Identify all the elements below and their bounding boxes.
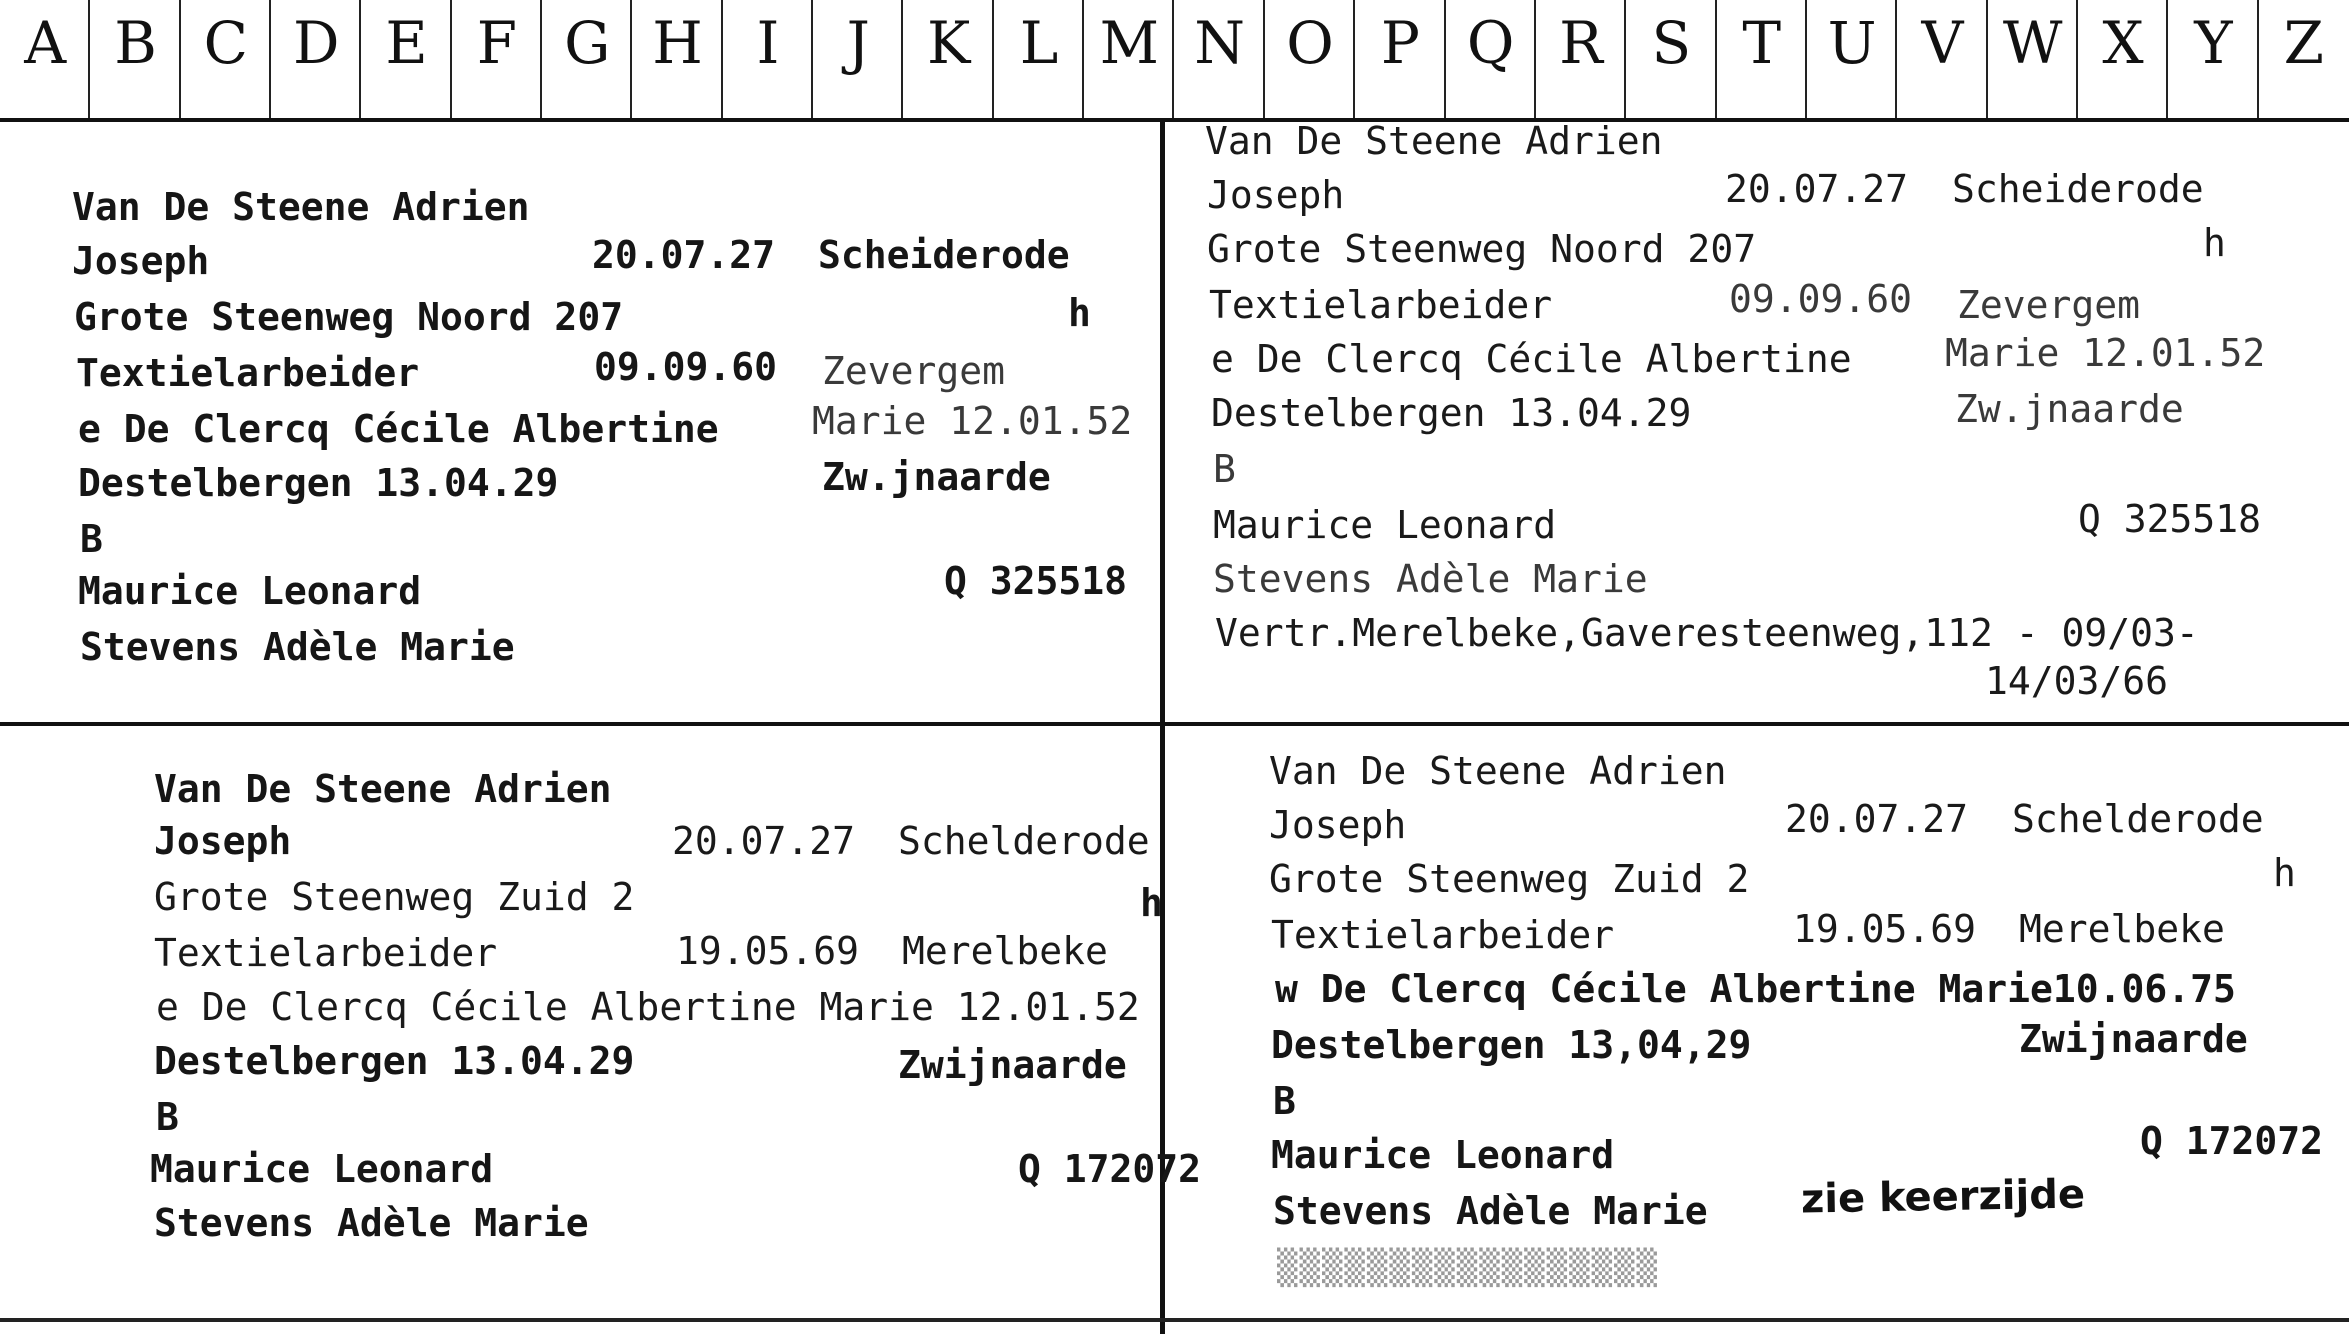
alphabet-tab-m: M — [1084, 0, 1174, 118]
alphabet-tab-z: Z — [2283, 9, 2324, 77]
card-birth-place: Schelderode — [898, 819, 1150, 863]
card-bottom-left — [0, 726, 1202, 1318]
alphabet-tab-s: S — [1626, 0, 1716, 118]
alphabet-tab-w: W — [1988, 0, 2078, 118]
card-top-left — [0, 120, 1160, 722]
card-mother: Stevens Adèle Marie — [1273, 1189, 1708, 1233]
alphabet-tab-q: Q — [1446, 0, 1536, 118]
card-registry-code: Q 325518 — [2078, 497, 2262, 541]
alphabet-tab-h: H — [632, 0, 722, 118]
card-address: Grote Steenweg Zuid 2 — [1269, 857, 1750, 901]
alphabet-tab-t: T — [1717, 0, 1807, 118]
alphabet-tab-g: G — [542, 0, 632, 118]
card-residence-place: Merelbeke — [2019, 907, 2225, 951]
card-marriage-place: Zwijnaarde — [898, 1043, 1127, 1087]
card-flag: h — [2273, 851, 2296, 895]
card-residence-date: 09.09.60 — [1729, 277, 1913, 321]
card-father: Maurice Leonard — [1213, 503, 1557, 547]
card-nationality: B — [1273, 1079, 1296, 1123]
card-mother: Stevens Adèle Marie — [80, 625, 515, 669]
card-residence-date: 19.05.69 — [676, 929, 860, 973]
card-residence-date: 19.05.69 — [1793, 907, 1977, 951]
card-occupation: Textielarbeider — [154, 931, 498, 975]
card-spouse: e De Clercq Cécile Albertine — [1211, 337, 1852, 381]
card-nationality: B — [1213, 447, 1236, 491]
card-registry-code: Q 172072 — [2140, 1119, 2324, 1163]
alphabet-index-strip — [0, 0, 2349, 122]
card-residence-place: Zevergem — [822, 349, 1006, 393]
card-spouse-origin: Destelbergen 13.04.29 — [1211, 391, 1692, 435]
card-father: Maurice Leonard — [1271, 1133, 1615, 1177]
alphabet-tab-n: N — [1174, 0, 1264, 118]
card-bottom-right — [1165, 726, 2349, 1318]
card-given-name: Joseph — [72, 239, 210, 283]
alphabet-tab-l: L — [994, 0, 1084, 118]
card-spouse-origin: Destelbergen 13.04.29 — [154, 1039, 635, 1083]
alphabet-tab-o: O — [1265, 0, 1355, 118]
alphabet-tab-x: X — [2078, 0, 2168, 118]
card-birth-date: 20.07.27 — [1785, 797, 1969, 841]
card-birth-date: 20.07.27 — [672, 819, 856, 863]
card-birth-place: Scheiderode — [818, 233, 1070, 277]
alphabet-tab-i: I — [723, 0, 813, 118]
card-flag: h — [2203, 221, 2226, 265]
card-spouse-birth: Marie 12.01.52 — [812, 399, 1133, 443]
card-birth-place: Scheiderode — [1952, 167, 2204, 211]
card-surname: Van De Steene Adrien — [1205, 119, 1663, 163]
card-birth-place: Schelderode — [2012, 797, 2264, 841]
card-residence-place: Merelbeke — [902, 929, 1108, 973]
card-occupation: Textielarbeider — [1271, 913, 1615, 957]
alphabet-tab-f: F — [452, 0, 542, 118]
alphabet-tab-j: J — [813, 0, 903, 118]
card-birth-date: 20.07.27 — [592, 233, 776, 277]
card-spouse: w De Clercq Cécile Albertine Marie10.06.75 — [1275, 967, 2236, 1011]
alphabet-tab-c: C — [181, 0, 271, 118]
card-move-note-date: 14/03/66 — [1985, 659, 2169, 703]
card-stamp: zie keerzijde — [1800, 1171, 2086, 1223]
card-marriage-place: Zw.jnaarde — [822, 455, 1051, 499]
card-father: Maurice Leonard — [78, 569, 422, 613]
alphabet-tab-y: Y — [2168, 0, 2258, 118]
card-occupation: Textielarbeider — [76, 351, 420, 395]
card-surname: Van De Steene Adrien — [72, 185, 530, 229]
card-surname: Van De Steene Adrien — [1269, 749, 1727, 793]
card-surname: Van De Steene Adrien — [154, 767, 612, 811]
card-spouse-birth: Marie 12.01.52 — [1945, 331, 2266, 375]
card-occupation: Textielarbeider — [1209, 283, 1553, 327]
card-spouse: e De Clercq Cécile Albertine — [78, 407, 719, 451]
card-nationality: B — [156, 1095, 179, 1139]
alphabet-tab-e: E — [361, 0, 451, 118]
card-given-name: Joseph — [1269, 803, 1407, 847]
card-given-name: Joseph — [154, 819, 292, 863]
card-marriage-place: Zw.jnaarde — [1955, 387, 2184, 431]
card-father: Maurice Leonard — [150, 1147, 494, 1191]
alphabet-tab-d: D — [271, 0, 361, 118]
card-spouse-origin: Destelbergen 13.04.29 — [78, 461, 559, 505]
alphabet-tab-a: A — [0, 0, 90, 118]
card-spouse-origin: Destelbergen 13,04,29 — [1271, 1023, 1752, 1067]
alphabet-tab-u: U — [1807, 0, 1897, 118]
card-address: Grote Steenweg Noord 207 — [1207, 227, 1757, 271]
card-mother: Stevens Adèle Marie — [1213, 557, 1648, 601]
card-flag: h — [1140, 881, 1163, 925]
card-top-right — [1165, 120, 2349, 722]
alphabet-tab-p: P — [1355, 0, 1445, 118]
card-smudge: ▒▒▒▒▒▒▒▒▒▒▒▒▒▒▒▒▒ — [1277, 1248, 1659, 1288]
card-address: Grote Steenweg Noord 207 — [74, 295, 624, 339]
card-birth-date: 20.07.27 — [1725, 167, 1909, 211]
card-address: Grote Steenweg Zuid 2 — [154, 875, 635, 919]
alphabet-tab-k: K — [903, 0, 993, 118]
card-residence-date: 09.09.60 — [594, 345, 778, 389]
card-nationality: B — [80, 517, 103, 561]
card-flag: h — [1068, 291, 1091, 335]
card-marriage-place: Zwijnaarde — [2019, 1017, 2248, 1061]
card-mother: Stevens Adèle Marie — [154, 1201, 589, 1245]
card-bottom-divider — [0, 1318, 2349, 1322]
alphabet-tab-r: R — [1536, 0, 1626, 118]
alphabet-tab-v: V — [1897, 0, 1987, 118]
alphabet-tab-b: B — [90, 0, 180, 118]
card-move-note: Vertr.Merelbeke,Gaveresteenweg,112 - 09/03- — [1215, 611, 2199, 655]
card-residence-place: Zevergem — [1957, 283, 2141, 327]
card-given-name: Joseph — [1207, 173, 1345, 217]
card-spouse: e De Clercq Cécile Albertine Marie 12.01.52 — [156, 985, 1140, 1029]
card-registry-code: Q 172072 — [1018, 1147, 1202, 1191]
card-registry-code: Q 325518 — [944, 559, 1128, 603]
